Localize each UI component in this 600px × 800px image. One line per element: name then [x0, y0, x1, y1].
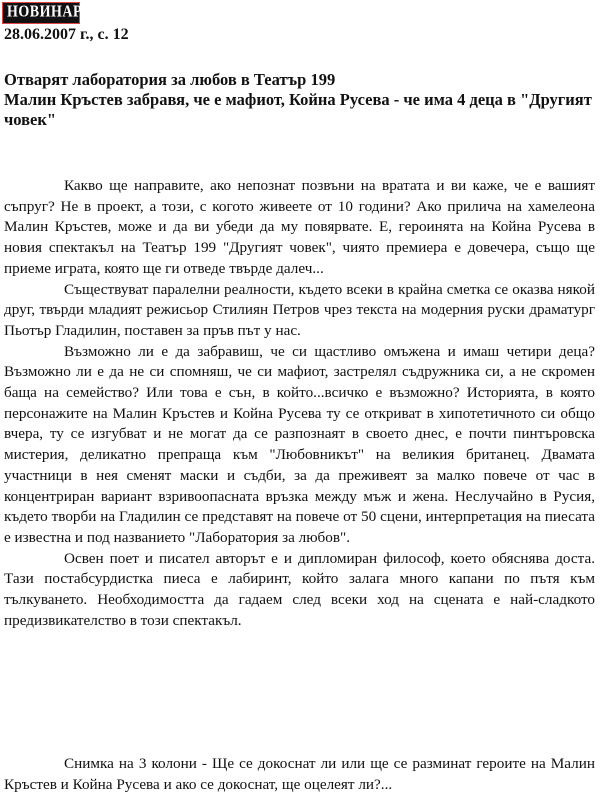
publication-date-page: 28.06.2007 г., с. 12	[4, 26, 129, 43]
article-subtitle: Малин Кръстев забравя, че е мафиот, Койна Русева - че има 4 деца в "Другият човек"	[4, 90, 592, 129]
article-title: Отварят лаборатория за любов в Театър 199	[4, 70, 336, 89]
paragraph: Какво ще направите, ако непознат позвъни на вратата и ви каже, че е вашият съпруг? Не в проект, а този, с когото живеете от 10 години? Ако прилича на хамелеона Малин Кръстев, може и да ви убеди да му повярвате. Е, героинята на Койна Русева в новия спектакъл на Театър 199 "Другият човек", чиято премиера е довечера, също ще приеме играта, която ще ги отведе твърде далеч...	[4, 177, 595, 277]
paragraph: Освен поет и писател авторът е и дипломиран философ, което обяснява доста. Тази постабсурдистка пиеса е лабиринт, който залага много капани по пътя към тълкуването. Необходимостта да гадаем след всеки ход на сцената е най-сладкото предизвикателство в този спектакъл.	[4, 549, 595, 629]
paragraph: Съществуват паралелни реалности, където всеки в крайна сметка се оказва някой друг, твърди младият режисьор Стилиян Петров чрез текста на модерния руски драматург Пьотър Гладилин, поставен за пръв път у нас.	[4, 280, 595, 339]
article-headline	[4, 70, 598, 130]
photo-caption: Снимка на 3 колони - Ще се докоснат ли или ще се разминат героите на Малин Кръстев и Койна Русева и ако се докоснат, ще оцелеят ли?...	[4, 755, 595, 793]
paragraph: Възможно ли е да забравиш, че си щастливо омъжена и имаш четири деца? Възможно ли е да не си спомняш, че си мафиот, застрелял съдружника си, а не скромен баща на семейство? Или това е сън, в който...всичко е възможно? Историята, в която персонажите на Малин Кръстев и Койна Русева ту се откриват в хипотетичното си общо вчера, ту се изгубват и не могат да се разпознаят в своето днес, е почти пинтъровска мистерия, деликатно препраща към "Любовникът" на великия британец. Двамата участници в нея сменят маски и съдби, за да преживеят за малко повече от час в концентриран вариант взривоопасната връзка между мъж и жена. Неслучайно в Русия, където творби на Гладилин се представят на повече от 50 сцени, интерпретация на пиесата е известна и под названието "Лаборатория за любов".	[4, 342, 595, 546]
newspaper-logo	[2, 2, 83, 24]
logo-text: НОВИНАР	[7, 3, 83, 22]
article-body	[4, 176, 595, 631]
